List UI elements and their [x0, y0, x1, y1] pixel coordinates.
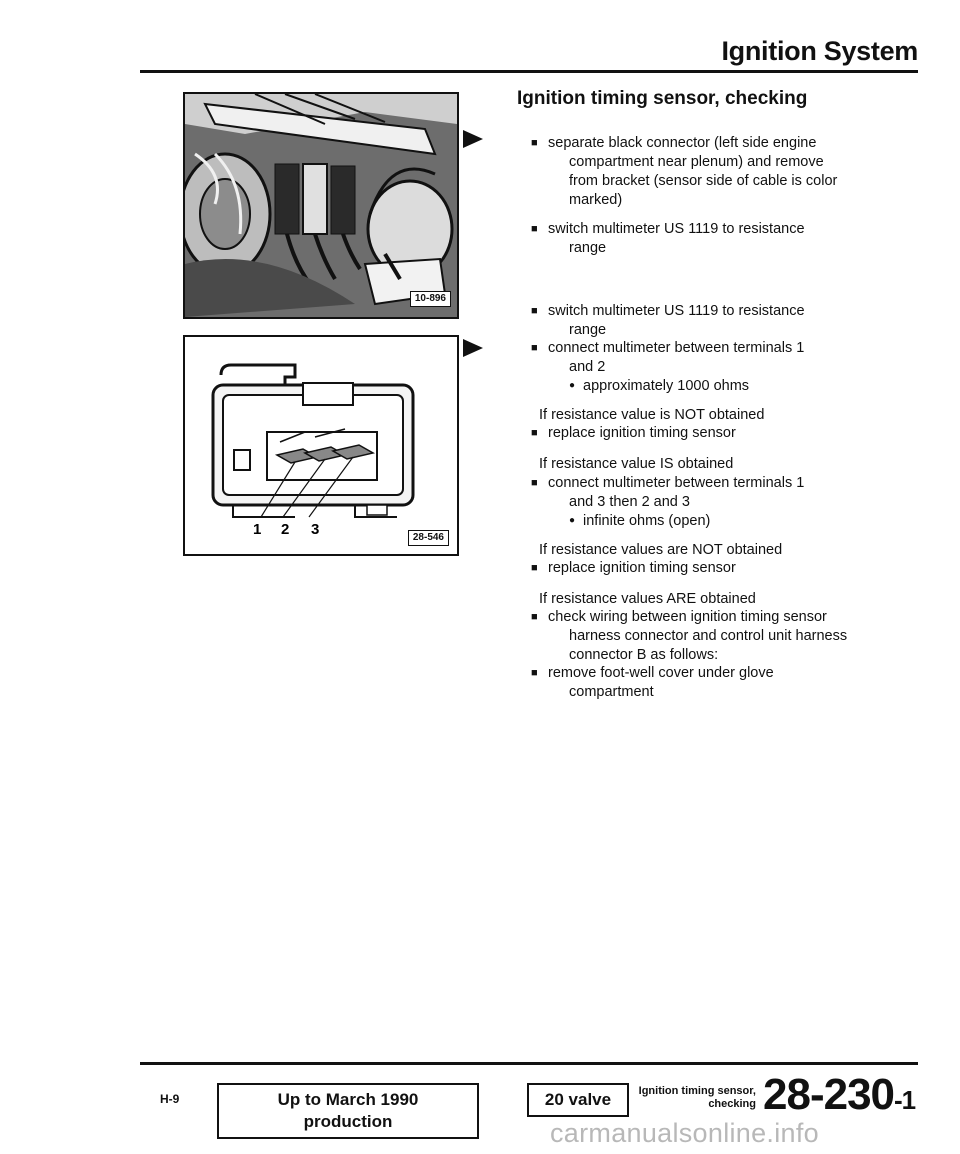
step-text-line: and 3 then 2 and 3 — [569, 494, 690, 510]
footer-production-box: Up to March 1990 production — [217, 1083, 479, 1139]
step-separate-connector: ■ separate black connector (left side engine — [548, 134, 816, 152]
footer-rule — [140, 1062, 918, 1065]
step-replace-sensor-2: ■ replace ignition timing sensor — [548, 559, 736, 577]
arrow-pointer-1 — [463, 130, 483, 148]
engine-photo-illustration — [185, 94, 457, 317]
step-text-line: range — [569, 322, 607, 338]
step-connect-multimeter-2: ■ connect multimeter between terminals 1 — [548, 474, 804, 492]
step-text-line: compartment near plenum) and remove — [569, 154, 824, 170]
step-text-line: connector B as follows: — [569, 647, 719, 663]
spec-value: ● approximately 1000 ohms — [583, 377, 749, 395]
step-text-line: range — [569, 240, 607, 256]
condition-text: If resistance value IS obtained — [539, 456, 734, 472]
step-switch-multimeter-2: ■ switch multimeter US 1119 to resistance — [548, 302, 805, 320]
step-replace-sensor: ■ replace ignition timing sensor — [548, 424, 736, 442]
connector-illustration — [185, 337, 457, 554]
step-check-wiring: ■ check wiring between ignition timing sensor — [548, 608, 827, 626]
step-text-line: compartment — [569, 684, 654, 700]
arrow-pointer-2 — [463, 339, 483, 357]
header-rule — [140, 70, 918, 73]
footer-topic-line2: checking — [708, 1098, 756, 1110]
step-text-line: marked) — [569, 192, 623, 208]
figure-code-1: 10-896 — [410, 291, 451, 307]
step-remove-cover: ■ remove foot-well cover under glove — [548, 664, 774, 682]
step-switch-multimeter: ■ switch multimeter US 1119 to resistance — [548, 220, 805, 238]
condition-text: If resistance values ARE obtained — [539, 591, 756, 607]
footer-page-number — [763, 1070, 915, 1120]
footer-valve-box: 20 valve — [527, 1083, 629, 1117]
figure-code-2: 28-546 — [408, 530, 449, 546]
step-text-line: harness connector and control unit harness — [569, 628, 848, 644]
step-connect-multimeter: ■ connect multimeter between terminals 1 — [548, 339, 804, 357]
step-text-line: and 2 — [569, 359, 606, 375]
terminal-label-2: 2 — [281, 521, 290, 538]
terminal-label-3: 3 — [311, 521, 320, 538]
terminal-label-1: 1 — [253, 521, 262, 538]
footer-topic-line1: Ignition timing sensor, — [638, 1085, 756, 1097]
footer-topic — [618, 1085, 756, 1111]
figure-engine-photo — [183, 92, 459, 319]
footer-page-code: H-9 — [160, 1092, 180, 1106]
section-title: Ignition timing sensor, checking — [517, 88, 808, 109]
step-text-line: from bracket (sensor side of cable is color — [569, 173, 838, 189]
spec-value: ● infinite ohms (open) — [583, 512, 710, 530]
condition-text: If resistance values are NOT obtained — [539, 542, 783, 558]
page-number-main: 28-230 — [763, 1070, 895, 1119]
condition-text: If resistance value is NOT obtained — [539, 407, 765, 423]
page-number-suffix: -1 — [894, 1085, 916, 1115]
watermark-text: carmanualsonline.info — [550, 1118, 819, 1148]
figure-connector-diagram — [183, 335, 459, 556]
page-header-title: Ignition System — [721, 36, 918, 66]
